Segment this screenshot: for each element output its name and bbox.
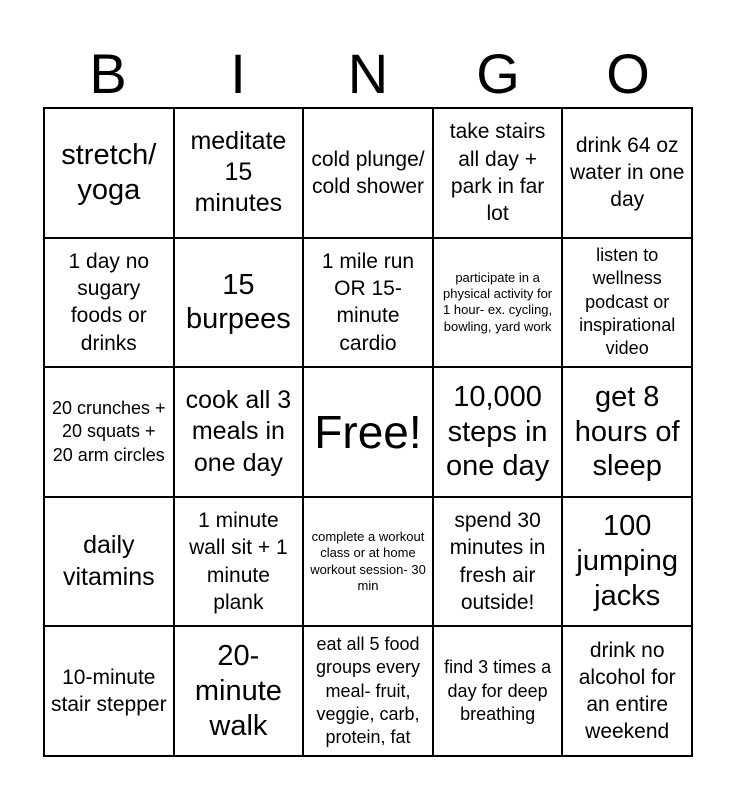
cell-text: 1 minute wall sit + 1 minute plank bbox=[189, 509, 288, 614]
bingo-cell[interactable] bbox=[174, 626, 304, 756]
bingo-cell[interactable] bbox=[562, 626, 692, 756]
header-letter-g: G bbox=[476, 42, 520, 105]
free-cell[interactable] bbox=[303, 367, 433, 497]
cell-text: daily vitamins bbox=[62, 531, 155, 591]
cell-text: 1 mile run OR 15-minute cardio bbox=[321, 249, 415, 355]
bingo-cell[interactable] bbox=[433, 497, 563, 627]
bingo-cell[interactable] bbox=[562, 497, 692, 627]
bingo-cell[interactable] bbox=[433, 367, 563, 497]
cell-text: cold plunge/ cold shower bbox=[311, 147, 425, 198]
bingo-cell[interactable] bbox=[44, 626, 174, 756]
bingo-cell[interactable] bbox=[44, 238, 174, 368]
cell-text: listen to wellness podcast or inspirational video bbox=[579, 244, 676, 359]
header-letter-i: I bbox=[230, 42, 246, 105]
cell-text: 20-minute walk bbox=[194, 640, 282, 742]
bingo-cell[interactable] bbox=[303, 497, 433, 627]
free-cell-text: Free! bbox=[314, 405, 422, 458]
bingo-cell[interactable] bbox=[44, 367, 174, 497]
bingo-header bbox=[43, 40, 693, 108]
bingo-cell[interactable] bbox=[303, 238, 433, 368]
bingo-cell[interactable] bbox=[303, 108, 433, 238]
cell-text: 15 burpees bbox=[185, 268, 291, 336]
cell-text: 10-minute stair stepper bbox=[51, 665, 167, 717]
bingo-cell[interactable] bbox=[433, 626, 563, 756]
cell-text: spend 30 minutes in fresh air outside! bbox=[449, 509, 546, 614]
cell-text: eat all 5 food groups every meal- fruit, veggie, carb, protein, fat bbox=[315, 633, 421, 748]
cell-text: stretch/ yoga bbox=[61, 139, 157, 206]
cell-text: get 8 hours of sleep bbox=[574, 380, 680, 483]
bingo-cell[interactable] bbox=[433, 238, 563, 368]
bingo-cell[interactable] bbox=[44, 497, 174, 627]
header-letter-n: N bbox=[347, 42, 389, 105]
cell-text: drink no alcohol for an entire weekend bbox=[578, 638, 676, 744]
cell-text: complete a workout class or at home workout session- 30 min bbox=[310, 529, 426, 593]
bingo-cell[interactable] bbox=[433, 108, 563, 238]
header-letter-b: B bbox=[89, 42, 127, 105]
cell-text: find 3 times a day for deep breathing bbox=[444, 657, 552, 724]
cell-text: take stairs all day + park in far lot bbox=[449, 120, 546, 226]
cell-text: 20 crunches + 20 squats + 20 arm circles bbox=[52, 397, 166, 465]
bingo-cell[interactable] bbox=[562, 367, 692, 497]
bingo-cell[interactable] bbox=[562, 238, 692, 368]
bingo-cell[interactable] bbox=[44, 108, 174, 238]
bingo-cell[interactable] bbox=[174, 238, 304, 368]
cell-text: 1 day no sugary foods or drinks bbox=[68, 249, 150, 355]
bingo-cell[interactable] bbox=[174, 497, 304, 627]
cell-text: 100 jumping jacks bbox=[576, 510, 678, 612]
cell-text: cook all 3 meals in one day bbox=[185, 386, 292, 477]
bingo-cell[interactable] bbox=[303, 626, 433, 756]
cell-text: participate in a physical activity for 1 hour- ex. cycling, bowling, yard work bbox=[443, 269, 553, 334]
cell-text: drink 64 oz water in one day bbox=[569, 133, 685, 212]
bingo-grid bbox=[43, 107, 693, 757]
cell-text: 10,000 steps in one day bbox=[445, 380, 550, 483]
bingo-cell[interactable] bbox=[174, 367, 304, 497]
header-letter-o: O bbox=[606, 42, 650, 105]
bingo-cell[interactable] bbox=[562, 108, 692, 238]
cell-text: meditate 15 minutes bbox=[190, 126, 287, 218]
bingo-cell[interactable] bbox=[174, 108, 304, 238]
